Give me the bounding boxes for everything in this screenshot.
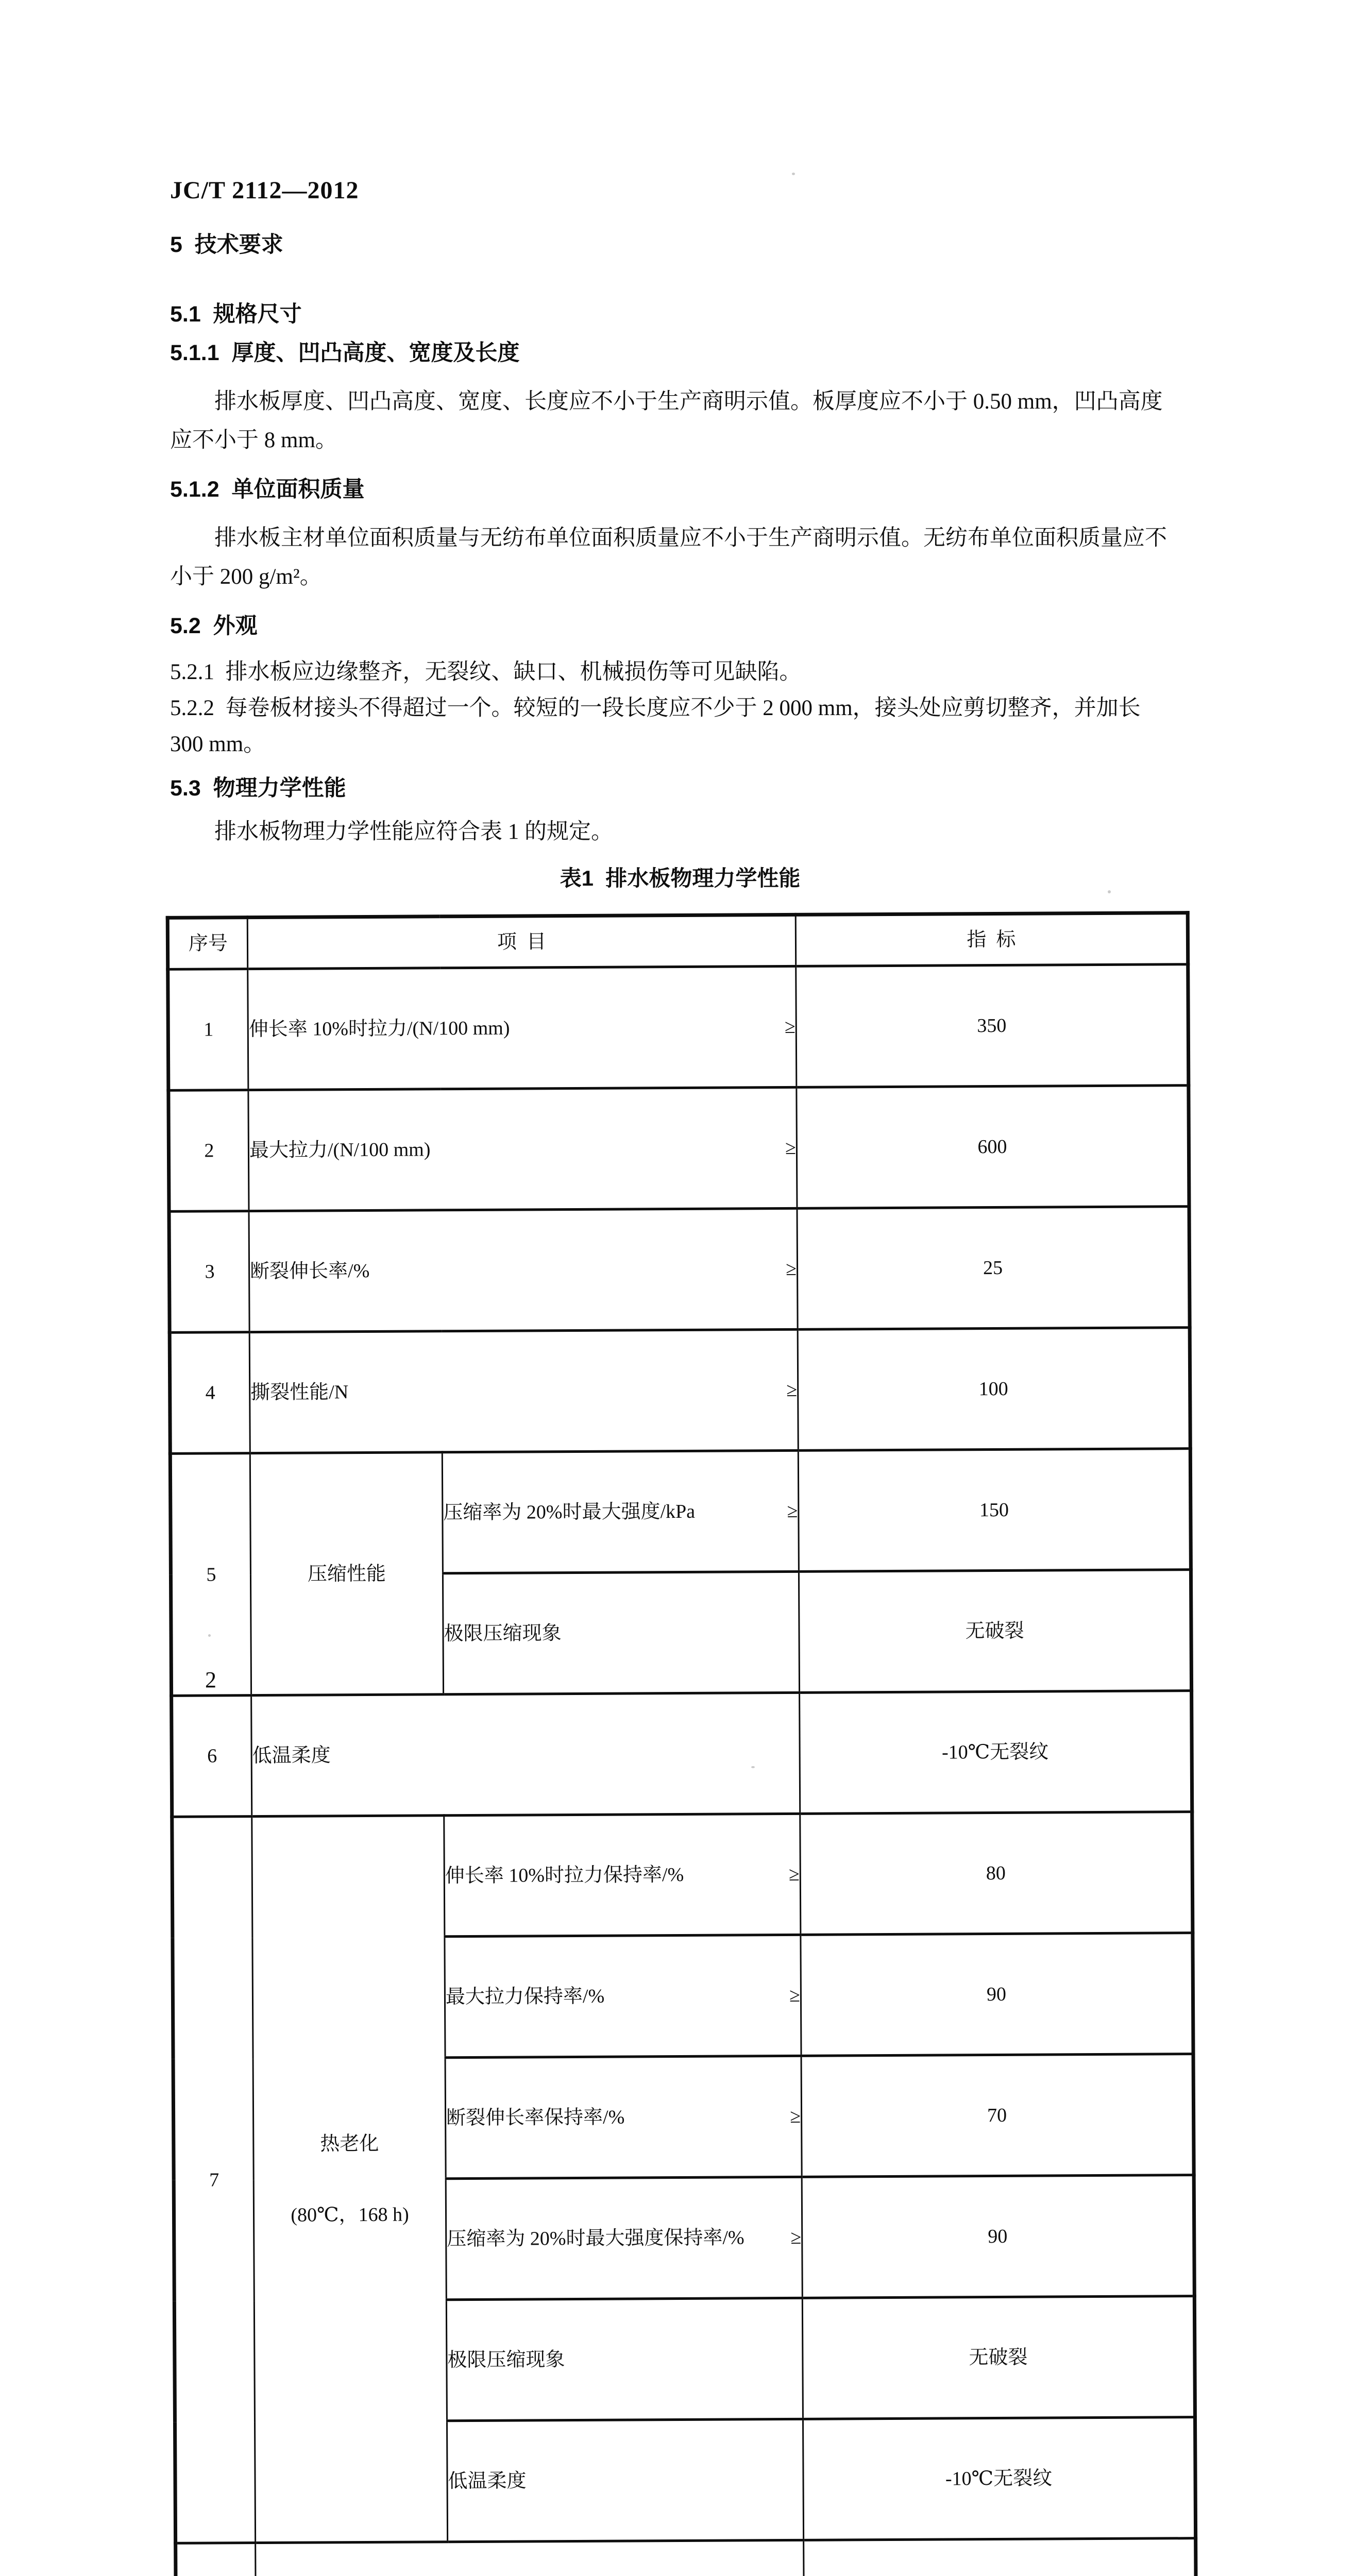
cell-item: [444, 1814, 801, 1936]
cell-value: 150: [798, 1449, 1191, 1572]
cell-item: [445, 2056, 802, 2178]
heading-5-1: 5.1 规格尺寸: [170, 301, 1190, 327]
item-label: 最大拉力/(N/100 mm): [249, 1138, 431, 1162]
ge-symbol: ≥: [783, 1862, 800, 1886]
scan-speck: [1108, 890, 1111, 893]
item-label: 伸长率 10%时拉力保持率/%: [445, 1863, 684, 1888]
cell-value: 无破裂: [799, 1570, 1191, 1693]
ge-symbol: ≥: [780, 1378, 797, 1402]
cell-seq: 5: [170, 1453, 251, 1696]
scan-speck: [751, 1766, 755, 1768]
paragraph-5-1-1-line-1: 排水板厚度、凹凸高度、宽度、长度应不小于生产商明示值。板厚度应不小于 0.50 mm，凹凸高度: [170, 389, 1190, 415]
cell-seq: 2: [168, 1090, 249, 1212]
cell-item: [249, 1329, 798, 1453]
heading-5-1-1: 5.1.1 厚度、凹凸高度、宽度及长度: [170, 340, 1190, 366]
cell-item: [446, 2177, 802, 2299]
table-row: [176, 2538, 1196, 2576]
item-label: 断裂伸长率/%: [250, 1259, 369, 1283]
table-row: [170, 1449, 1191, 1575]
ge-symbol: ≥: [784, 2226, 801, 2249]
ge-symbol: ≥: [784, 2105, 801, 2128]
item-label: 断裂伸长率保持率/%: [446, 2106, 624, 2130]
cell-value: 无破裂: [802, 2296, 1195, 2419]
table-row: [172, 1812, 1193, 1938]
cell-item: [251, 1692, 800, 1816]
item-label: 压缩率为 20%时最大强度/kPa: [443, 1500, 695, 1524]
paragraph-5-2-1: 5.2.1 排水板应边缘整齐，无裂纹、缺口、机械损伤等可见缺陷。: [170, 659, 1190, 685]
cell-group-compression: 压缩性能: [250, 1452, 443, 1696]
cell-item: [447, 2419, 803, 2541]
heading-5: 5 技术要求: [170, 232, 1190, 258]
cell-item: [443, 1571, 799, 1694]
cell-seq: 3: [169, 1211, 249, 1333]
cell-seq: 6: [172, 1696, 252, 1817]
table-row: [170, 1328, 1190, 1454]
ge-symbol: ≥: [780, 1257, 797, 1281]
ge-symbol: ≥: [778, 1015, 796, 1039]
cell-value: 100: [798, 1328, 1190, 1451]
item-label: 极限压缩现象: [444, 1621, 561, 1646]
paragraph-5-1-1-line-2: 应不小于 8 mm。: [170, 428, 1190, 453]
cell-item: [248, 966, 797, 1090]
item-label: 伸长率 10%时拉力/(N/100 mm): [249, 1016, 510, 1041]
cell-item: [249, 1208, 798, 1332]
table-row: [169, 1207, 1190, 1333]
item-label: 低温柔度: [252, 1743, 331, 1768]
cell-seq: [176, 2543, 256, 2576]
group-label: 热老化: [254, 2131, 445, 2156]
heading-5-2: 5.2 外观: [170, 613, 1190, 639]
header-cell-seq: 序号: [167, 918, 247, 970]
item-label: 极限压缩现象: [447, 2348, 565, 2372]
cell-value: -10℃无裂纹: [800, 1691, 1192, 1814]
cell-value: 600: [797, 1086, 1189, 1209]
cell-item: [256, 2540, 804, 2576]
paragraph-5-1-2-line-2: 小于 200 g/m²。: [170, 564, 1190, 590]
cell-item: [445, 1935, 801, 2057]
table-row: [172, 1691, 1192, 1817]
cell-group-heat-aging: [252, 1816, 448, 2543]
table-1-caption: 表1 排水板物理力学性能: [170, 866, 1190, 891]
heading-5-1-2: 5.1.2 单位面积质量: [170, 477, 1190, 502]
cell-item: [446, 2298, 803, 2420]
cell-value: 350: [796, 964, 1189, 1088]
cell-value: [804, 2538, 1196, 2576]
cell-value: 90: [802, 2175, 1194, 2298]
table-header-row: [167, 913, 1188, 970]
ge-symbol: ≥: [779, 1136, 796, 1160]
page-number: 2: [205, 1667, 216, 1693]
item-label: 最大拉力保持率/%: [446, 1985, 604, 2009]
table-1: [166, 911, 1198, 2576]
cell-seq: 1: [168, 969, 248, 1091]
cell-seq: 4: [170, 1332, 250, 1454]
cell-item: [248, 1087, 797, 1211]
item-label: 撕裂性能/N: [250, 1380, 348, 1404]
paragraph-5-3: 排水板物理力学性能应符合表 1 的规定。: [170, 819, 1190, 845]
table-row: [168, 964, 1189, 1091]
table-row: [168, 1086, 1189, 1212]
item-label: 低温柔度: [448, 2469, 526, 2493]
group-note: (80℃，168 h): [255, 2202, 445, 2227]
paragraph-5-2-2-line-1: 5.2.2 每卷板材接头不得超过一个。较短的一段长度应不少于 2 000 mm，接头处应剪切整齐，并加长: [170, 696, 1190, 721]
cell-item: [442, 1450, 799, 1573]
heading-5-3: 5.3 物理力学性能: [170, 775, 1190, 801]
cell-value: 80: [800, 1812, 1193, 1935]
ge-symbol: ≥: [781, 1499, 798, 1523]
ge-symbol: ≥: [783, 1984, 800, 2007]
scan-speck: [208, 1634, 211, 1637]
paragraph-5-1-2-line-1: 排水板主材单位面积质量与无纺布单位面积质量应不小于生产商明示值。无纺布单位面积质量应不: [170, 526, 1190, 551]
cell-value: 25: [797, 1207, 1190, 1330]
item-label: 压缩率为 20%时最大强度保持率/%: [447, 2226, 744, 2251]
cell-value: 70: [801, 2054, 1194, 2177]
header-cell-item: 项 目: [247, 914, 796, 969]
cell-value: -10℃无裂纹: [803, 2417, 1195, 2540]
standard-number: JC/T 2112—2012: [170, 178, 1190, 204]
scan-speck: [792, 173, 795, 175]
cell-value: 90: [801, 1933, 1193, 2056]
paragraph-5-2-2-line-2: 300 mm。: [170, 732, 1190, 757]
cell-seq: 7: [172, 1817, 256, 2544]
header-cell-indicator: 指 标: [796, 913, 1188, 967]
